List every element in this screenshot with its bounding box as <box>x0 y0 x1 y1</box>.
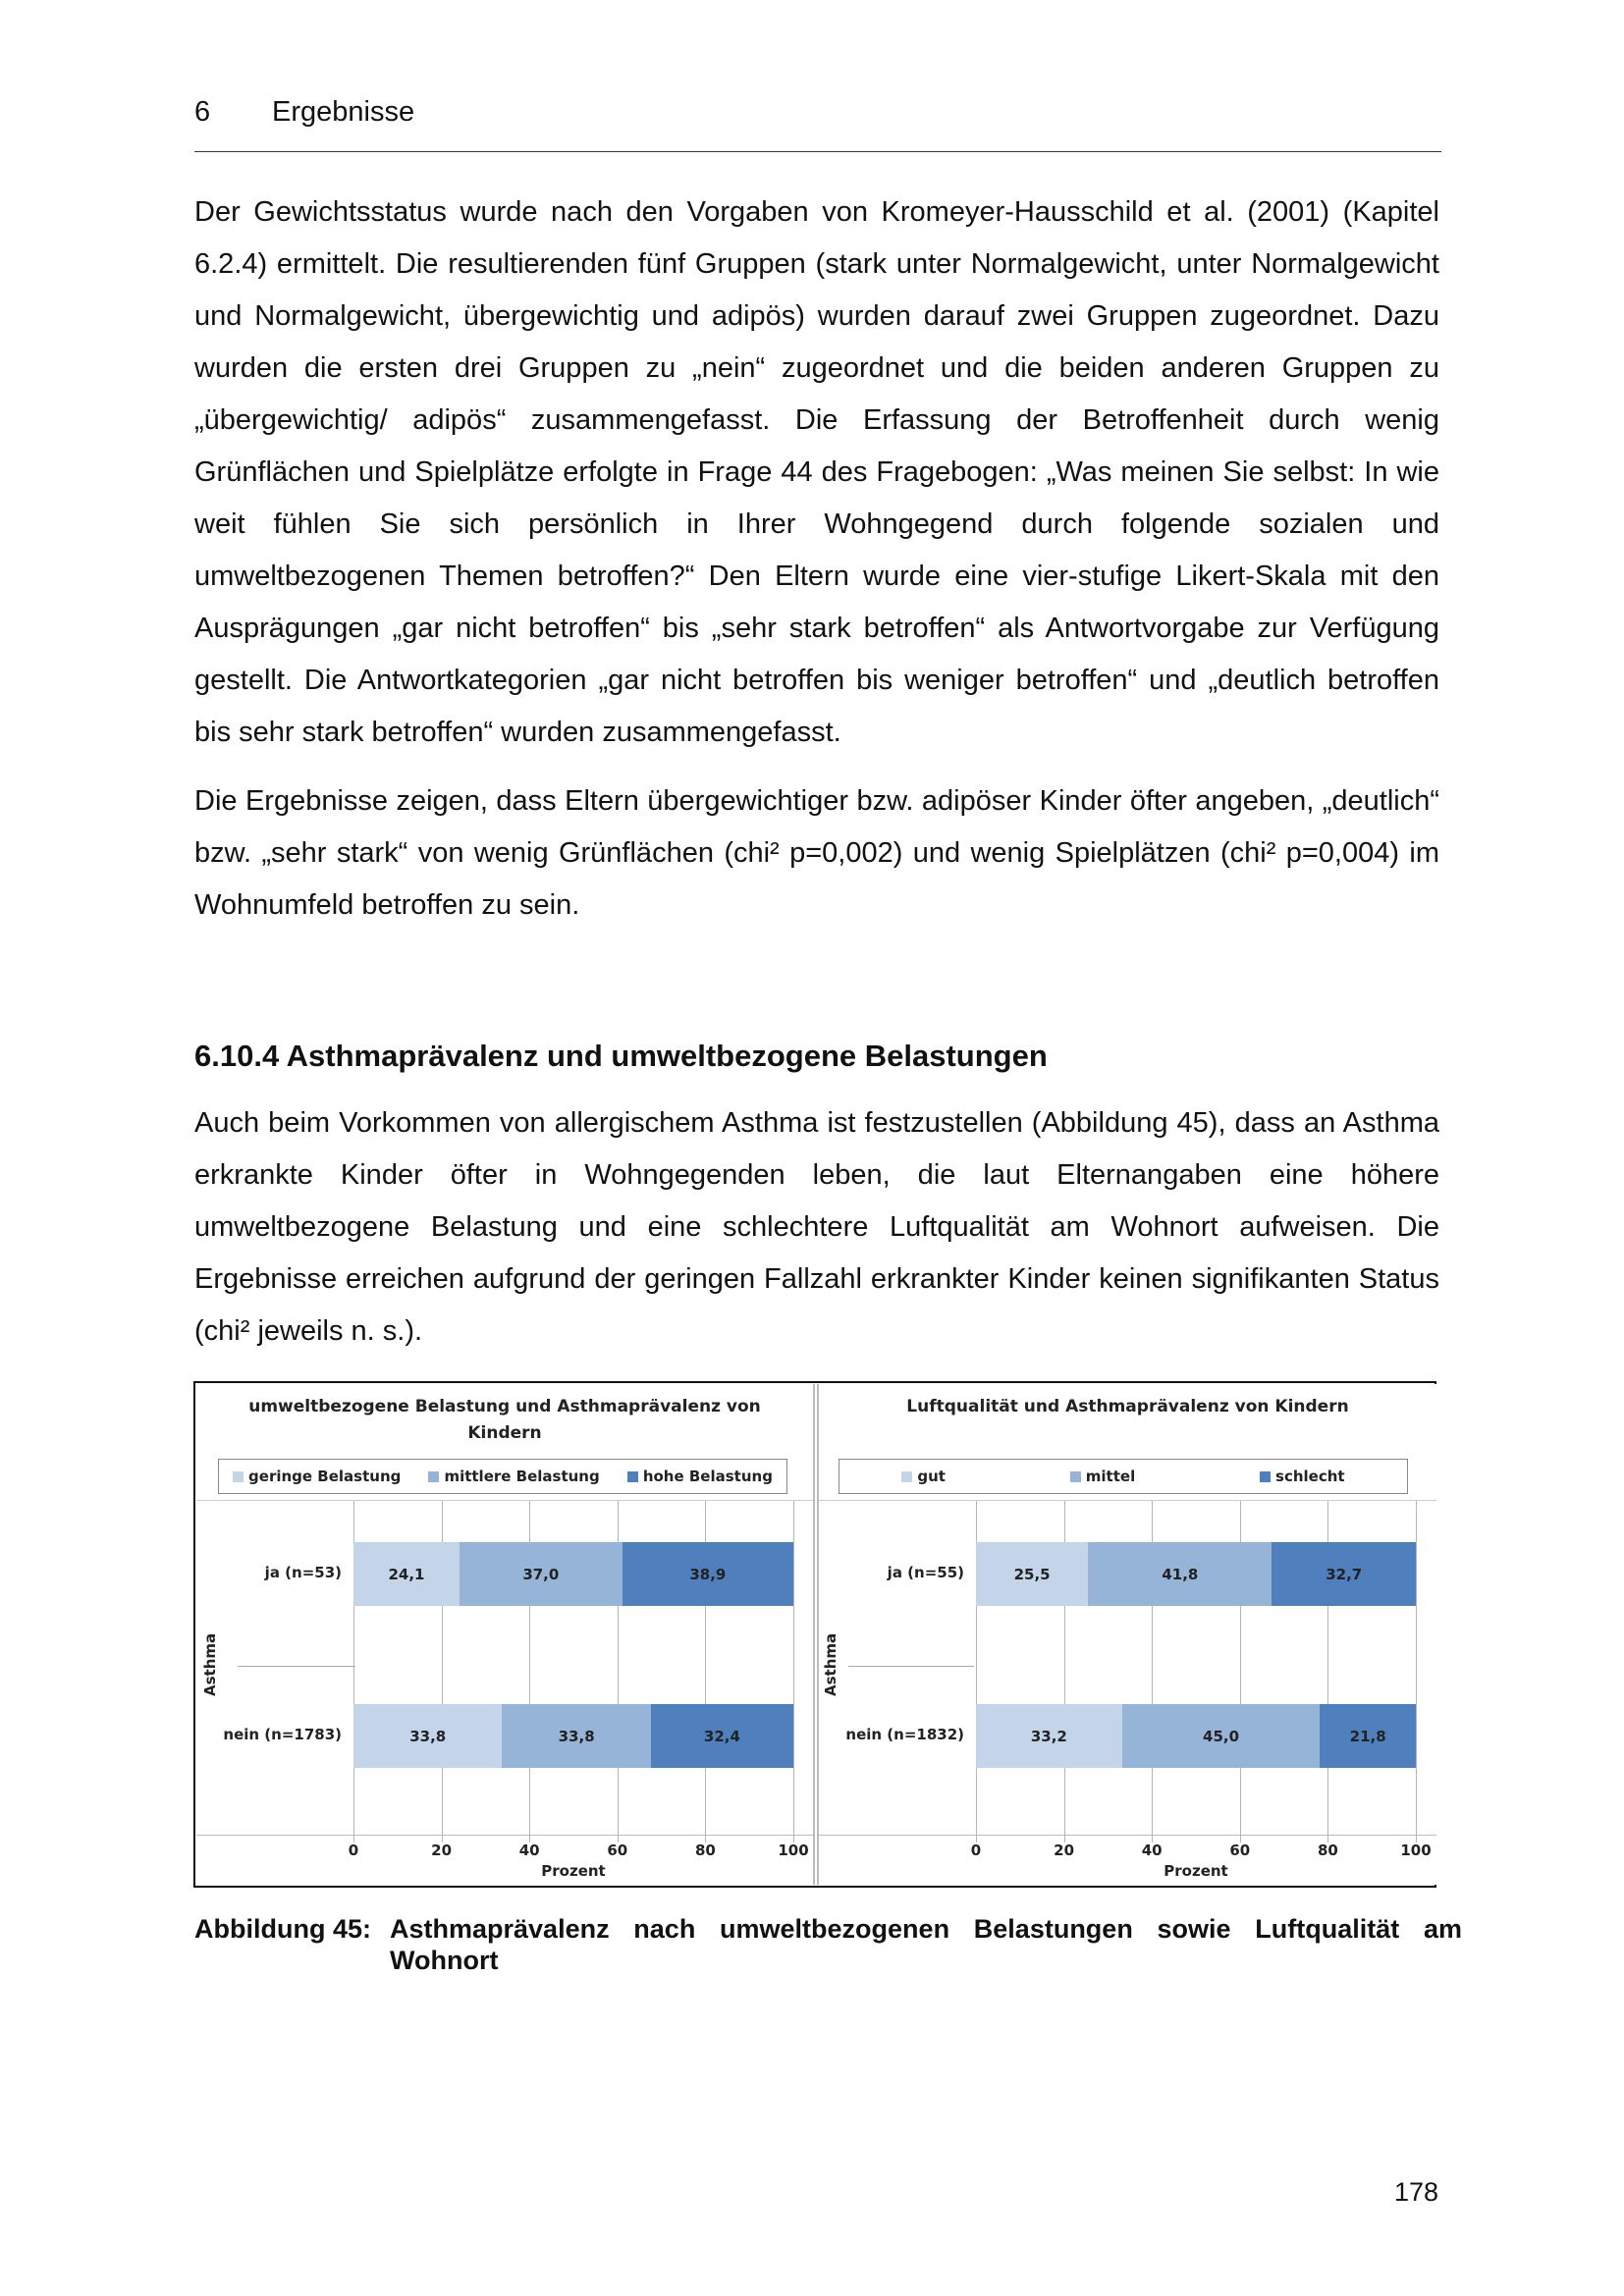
paragraph: Die Ergebnisse zeigen, dass Eltern übergewichtiger bzw. adipöser Kinder öfter angeben, „deutlich“ bzw. „sehr stark“ von wenig Grünflächen (chi² p=0,002) und wenig Spielplätzen (chi² p=0,004) im Wohnumfeld betroffen zu sein. <box>194 785 1439 921</box>
bar-segment: 25,5 <box>976 1542 1088 1606</box>
legend-swatch-icon <box>233 1471 244 1482</box>
chart-title: Luftqualität und Asthmaprävalenz von Kindern <box>906 1397 1349 1416</box>
bar-segment: 33,8 <box>502 1704 650 1768</box>
x-tick: 40 <box>518 1842 540 1859</box>
x-tick: 20 <box>1054 1842 1075 1859</box>
bar-segment: 32,7 <box>1272 1542 1415 1606</box>
paragraph: Der Gewichtsstatus wurde nach den Vorgaben von Kromeyer-Hausschild et al. (2001) (Kapitel 6.2.4) ermittelt. Die resultierenden fünf Gruppen (stark unter Normalgewicht, unter Normalgewicht und Normalgewicht, übergewichtig und adipös) wurden darauf zwei Gruppen zugeordnet. Dazu wurden die ersten drei Gruppen zu „nein“ zugeordnet und die beiden anderen Gruppen zu „übergewichtig/ adipös“ zusammengefasst. Die Erfassung der Betroffenheit durch wenig Grünflächen und Spielplätze erfolgte in Frage 44 des Fragebogen: „Was meinen Sie selbst: In wie weit fühlen Sie sich persönlich in Ihrer Wohngegend durch folgende sozialen und umweltbezogenen Themen betroffen?“ Den Eltern wurde eine vier-stufige Likert-Skala mit den Ausprägungen „gar nicht betroffen“ bis „sehr stark betroffen“ als Antwortvorgabe zur Verfügung gestellt. Die Antwortkategorien „gar nicht betroffen bis weniger betroffen“ und „deutlich betroffen bis sehr stark betroffen“ wurden zusammengefasst. <box>194 196 1439 748</box>
bar-segment: 32,4 <box>651 1704 793 1768</box>
x-tick: 40 <box>1141 1842 1163 1859</box>
legend-item: schlecht <box>1260 1468 1345 1485</box>
x-tick: 20 <box>431 1842 453 1859</box>
legend-item: mittel <box>1070 1468 1135 1485</box>
x-tick: 80 <box>1317 1842 1338 1859</box>
body-text-top <box>194 187 1439 932</box>
gridline <box>1416 1501 1417 1842</box>
bar-segment: 45,0 <box>1122 1704 1321 1768</box>
category-label: ja (n=55) <box>887 1564 964 1581</box>
caption-text-line2: Wohnort <box>390 1946 499 1975</box>
legend-item: gut <box>901 1468 946 1485</box>
y-axis-label: Asthma <box>822 1632 839 1696</box>
bar-ja <box>353 1542 793 1606</box>
page-number: 178 <box>1394 2177 1439 2207</box>
legend-item: geringe Belastung <box>233 1468 401 1485</box>
x-tick: 80 <box>694 1842 716 1859</box>
chart-umweltbelastung <box>196 1384 815 1885</box>
header-divider <box>194 151 1441 152</box>
bar-segment: 41,8 <box>1088 1542 1272 1606</box>
bar-segment: 38,9 <box>623 1542 793 1606</box>
bar-segment: 24,1 <box>353 1542 460 1606</box>
caption-label: Abbildung 45: <box>194 1914 371 1944</box>
section-paragraph: Auch beim Vorkommen von allergischem Asthma ist festzustellen (Abbildung 45), dass an Asthma erkrankte Kinder öfter in Wohngegenden leben, die laut Elternangaben eine höhere umweltbezogene Belastung und eine schlechtere Luftqualität am Wohnort aufweisen. Die Ergebnisse erreichen aufgrund der geringen Fallzahl erkrankter Kinder keinen signifikanten Status (chi² jeweils n. s.). <box>194 1107 1439 1347</box>
legend-swatch-icon <box>627 1471 638 1482</box>
legend-item: mittlere Belastung <box>428 1468 599 1485</box>
category-label: nein (n=1832) <box>845 1726 964 1743</box>
category-label: nein (n=1783) <box>223 1726 342 1743</box>
caption-text: Asthmaprävalenz nach umweltbezogenen Belastungen sowie Luftqualität am <box>390 1914 1462 1944</box>
y-axis-label: Asthma <box>201 1632 219 1696</box>
chapter-title: Ergebnisse <box>272 96 415 128</box>
x-tick: 100 <box>1400 1842 1432 1859</box>
x-tick: 100 <box>778 1842 809 1859</box>
category-label: ja (n=53) <box>264 1564 342 1581</box>
chart-legend <box>839 1459 1408 1494</box>
chapter-number: 6 <box>194 96 211 128</box>
bar-nein <box>976 1704 1416 1768</box>
legend-item: hohe Belastung <box>627 1468 773 1485</box>
bar-segment: 33,8 <box>353 1704 502 1768</box>
section-heading: 6.10.4 Asthmaprävalenz und umweltbezogene Belastungen <box>194 1039 1048 1073</box>
chart-title: umweltbezogene Belastung und Asthmaprävalenz von Kindern <box>248 1397 761 1443</box>
legend-swatch-icon <box>1260 1471 1271 1482</box>
x-axis-label: Prozent <box>541 1862 606 1880</box>
legend-swatch-icon <box>1070 1471 1081 1482</box>
bar-ja <box>976 1542 1416 1606</box>
x-tick: 60 <box>607 1842 628 1859</box>
bar-segment: 21,8 <box>1320 1704 1416 1768</box>
bar-segment: 33,2 <box>976 1704 1122 1768</box>
bar-segment: 37,0 <box>460 1542 623 1606</box>
chart-luftqualitaet <box>817 1384 1436 1885</box>
bar-nein <box>353 1704 793 1768</box>
legend-swatch-icon <box>428 1471 439 1482</box>
x-tick: 0 <box>348 1842 359 1859</box>
x-axis-label: Prozent <box>1164 1862 1228 1880</box>
chart-legend <box>218 1459 787 1494</box>
x-tick: 60 <box>1229 1842 1251 1859</box>
legend-swatch-icon <box>901 1471 912 1482</box>
x-tick: 0 <box>970 1842 982 1859</box>
gridline <box>793 1501 794 1842</box>
